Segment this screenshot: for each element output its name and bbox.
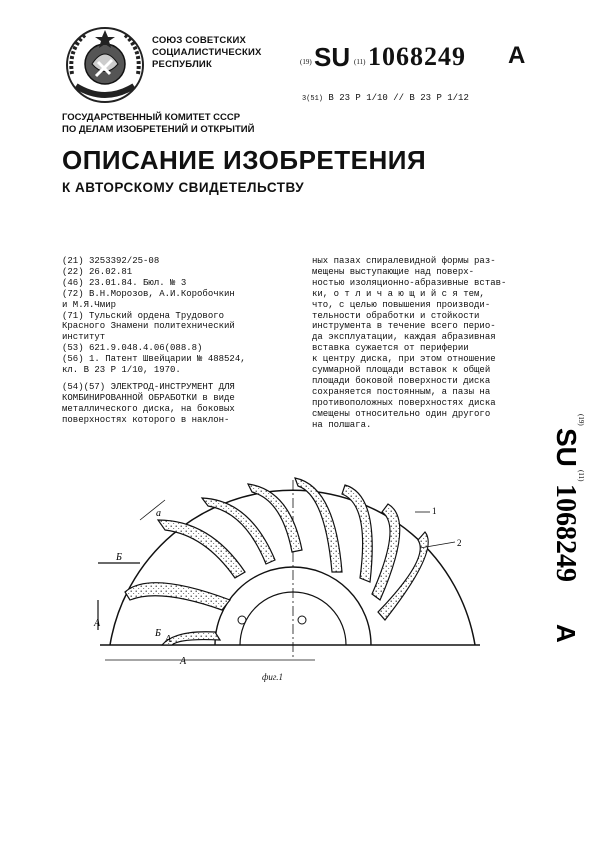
inid-19: (19) [300,58,312,66]
abstract-line: что, с целью повышения производи- [312,299,491,310]
committee [62,112,254,136]
committee-line-2: ПО ДЕЛАМ ИЗОБРЕТЕНИЙ И ОТКРЫТИЙ [62,124,255,135]
label-a-right: А [165,634,172,645]
country-code: SU [314,42,351,72]
abstract-line: металлического диска, на боковых [62,403,235,414]
insert [125,583,230,610]
patent-number: 1068249 [368,42,466,71]
label-1: 1 [432,506,437,516]
abstract-line: к центру диска, при этом отношение [312,354,496,365]
insert [372,504,400,600]
country-line-2: СОЦИАЛИСТИЧЕСКИХ [152,47,262,58]
insert [342,485,372,582]
abstract-line: да эксплуатации, каждая абразивная [312,332,496,343]
biblio-line: кл. В 23 Р 1/10, 1970. [62,365,181,376]
abstract-line: смещены относительно один другого [312,408,491,419]
abstract-line: вставка сужается от периферии [312,343,469,354]
abstract-line: площади боковой поверхности диска [312,375,491,386]
abstract-line: ных пазах спиралевидной формы раз- [312,256,496,266]
ussr-emblem [62,24,148,106]
biblio-line: (21) 3253392/25-08 [62,256,160,266]
abstract-line: инструмента в течение всего перио- [312,321,496,332]
technical-drawing [80,460,500,670]
label-a: а [156,508,161,519]
country-line-1: СОЮЗ СОВЕТСКИХ [152,35,247,46]
kind-code: A [508,42,526,69]
figure-caption: фиг.1 [262,672,284,682]
abstract-line: (54)(57) ЭЛЕКТРОД-ИНСТРУМЕНТ ДЛЯ [62,382,235,392]
patent-identifier [300,42,560,72]
abstract-line: противоположных поверхностях диска [312,397,496,408]
biblio-line: и М.Я.Чмир [62,299,117,310]
dimension-a [140,500,165,520]
biblio-line: (46) 23.01.84. Бюл. № 3 [62,277,187,288]
hub-hole [298,616,306,624]
label-2: 2 [457,538,462,548]
label-a-dimension: А [180,656,187,667]
biblio-line: (72) В.Н.Морозов, А.И.Коробочкин [62,288,235,299]
ipc-text: В 23 Р 1/10 // В 23 Р 1/12 [328,93,469,103]
biblio-line: (56) 1. Патент Швейцарии № 488524, [62,354,246,365]
abstract-line: сохраняется постоянным, а пазы на [312,386,491,397]
vertical-inid-19: (19) [577,414,585,426]
vertical-kind-code: A [551,624,581,643]
label-b-top: Б [116,552,122,563]
vertical-patent-id [527,412,597,652]
country-name [152,35,262,71]
label-a-left: А [94,618,101,629]
biblio-line: (71) Тульский ордена Трудового [62,310,225,321]
committee-line-1: ГОСУДАРСТВЕННЫЙ КОМИТЕТ СССР [62,112,241,123]
abstract-line: КОМБИНИРОВАННОЙ ОБРАБОТКИ в виде [62,392,235,403]
document-title: ОПИСАНИЕ ИЗОБРЕТЕНИЯ [62,145,427,175]
label-b-bottom: Б [155,628,161,639]
abstract-left-column [62,382,307,426]
insert [295,478,342,572]
abstract-line: на полшага. [312,419,372,430]
insert [158,520,245,578]
abstract-right-column [312,256,562,431]
biblio-line: (53) 621.9.048.4.06(088.8) [62,343,203,354]
vertical-inid-11: (11) [577,470,585,482]
abstract-line: тельности обработки и стойкости [312,310,480,321]
abstract-line: поверхностях которого в наклон- [62,414,230,425]
abrasive-inserts [125,478,428,645]
hub-hole [238,616,246,624]
abstract-line: суммарной площади вставок к общей [312,365,491,376]
biblio-line: институт [62,332,106,343]
document-subtitle: К АВТОРСКОМУ СВИДЕТЕЛЬСТВУ [62,180,305,195]
abstract-line: ки, о т л и ч а ю щ и й с я тем, [312,288,485,299]
abstract-line: мещены выступающие над поверх- [312,266,475,277]
vertical-country-code: SU [551,428,582,467]
ipc-inid: 3(51) [302,95,324,103]
ipc-classification [302,93,469,103]
vertical-patent-number: 1068249 [550,484,581,582]
biblio-line: Красного Знамени политехнический [62,321,235,332]
abstract-line: ностью изоляционно-абразивные встав- [312,277,507,288]
biblio-line: (22) 26.02.81 [62,266,133,277]
bibliographic-data [62,256,302,376]
country-line-3: РЕСПУБЛИК [152,59,212,70]
inid-11: (11) [354,58,366,66]
